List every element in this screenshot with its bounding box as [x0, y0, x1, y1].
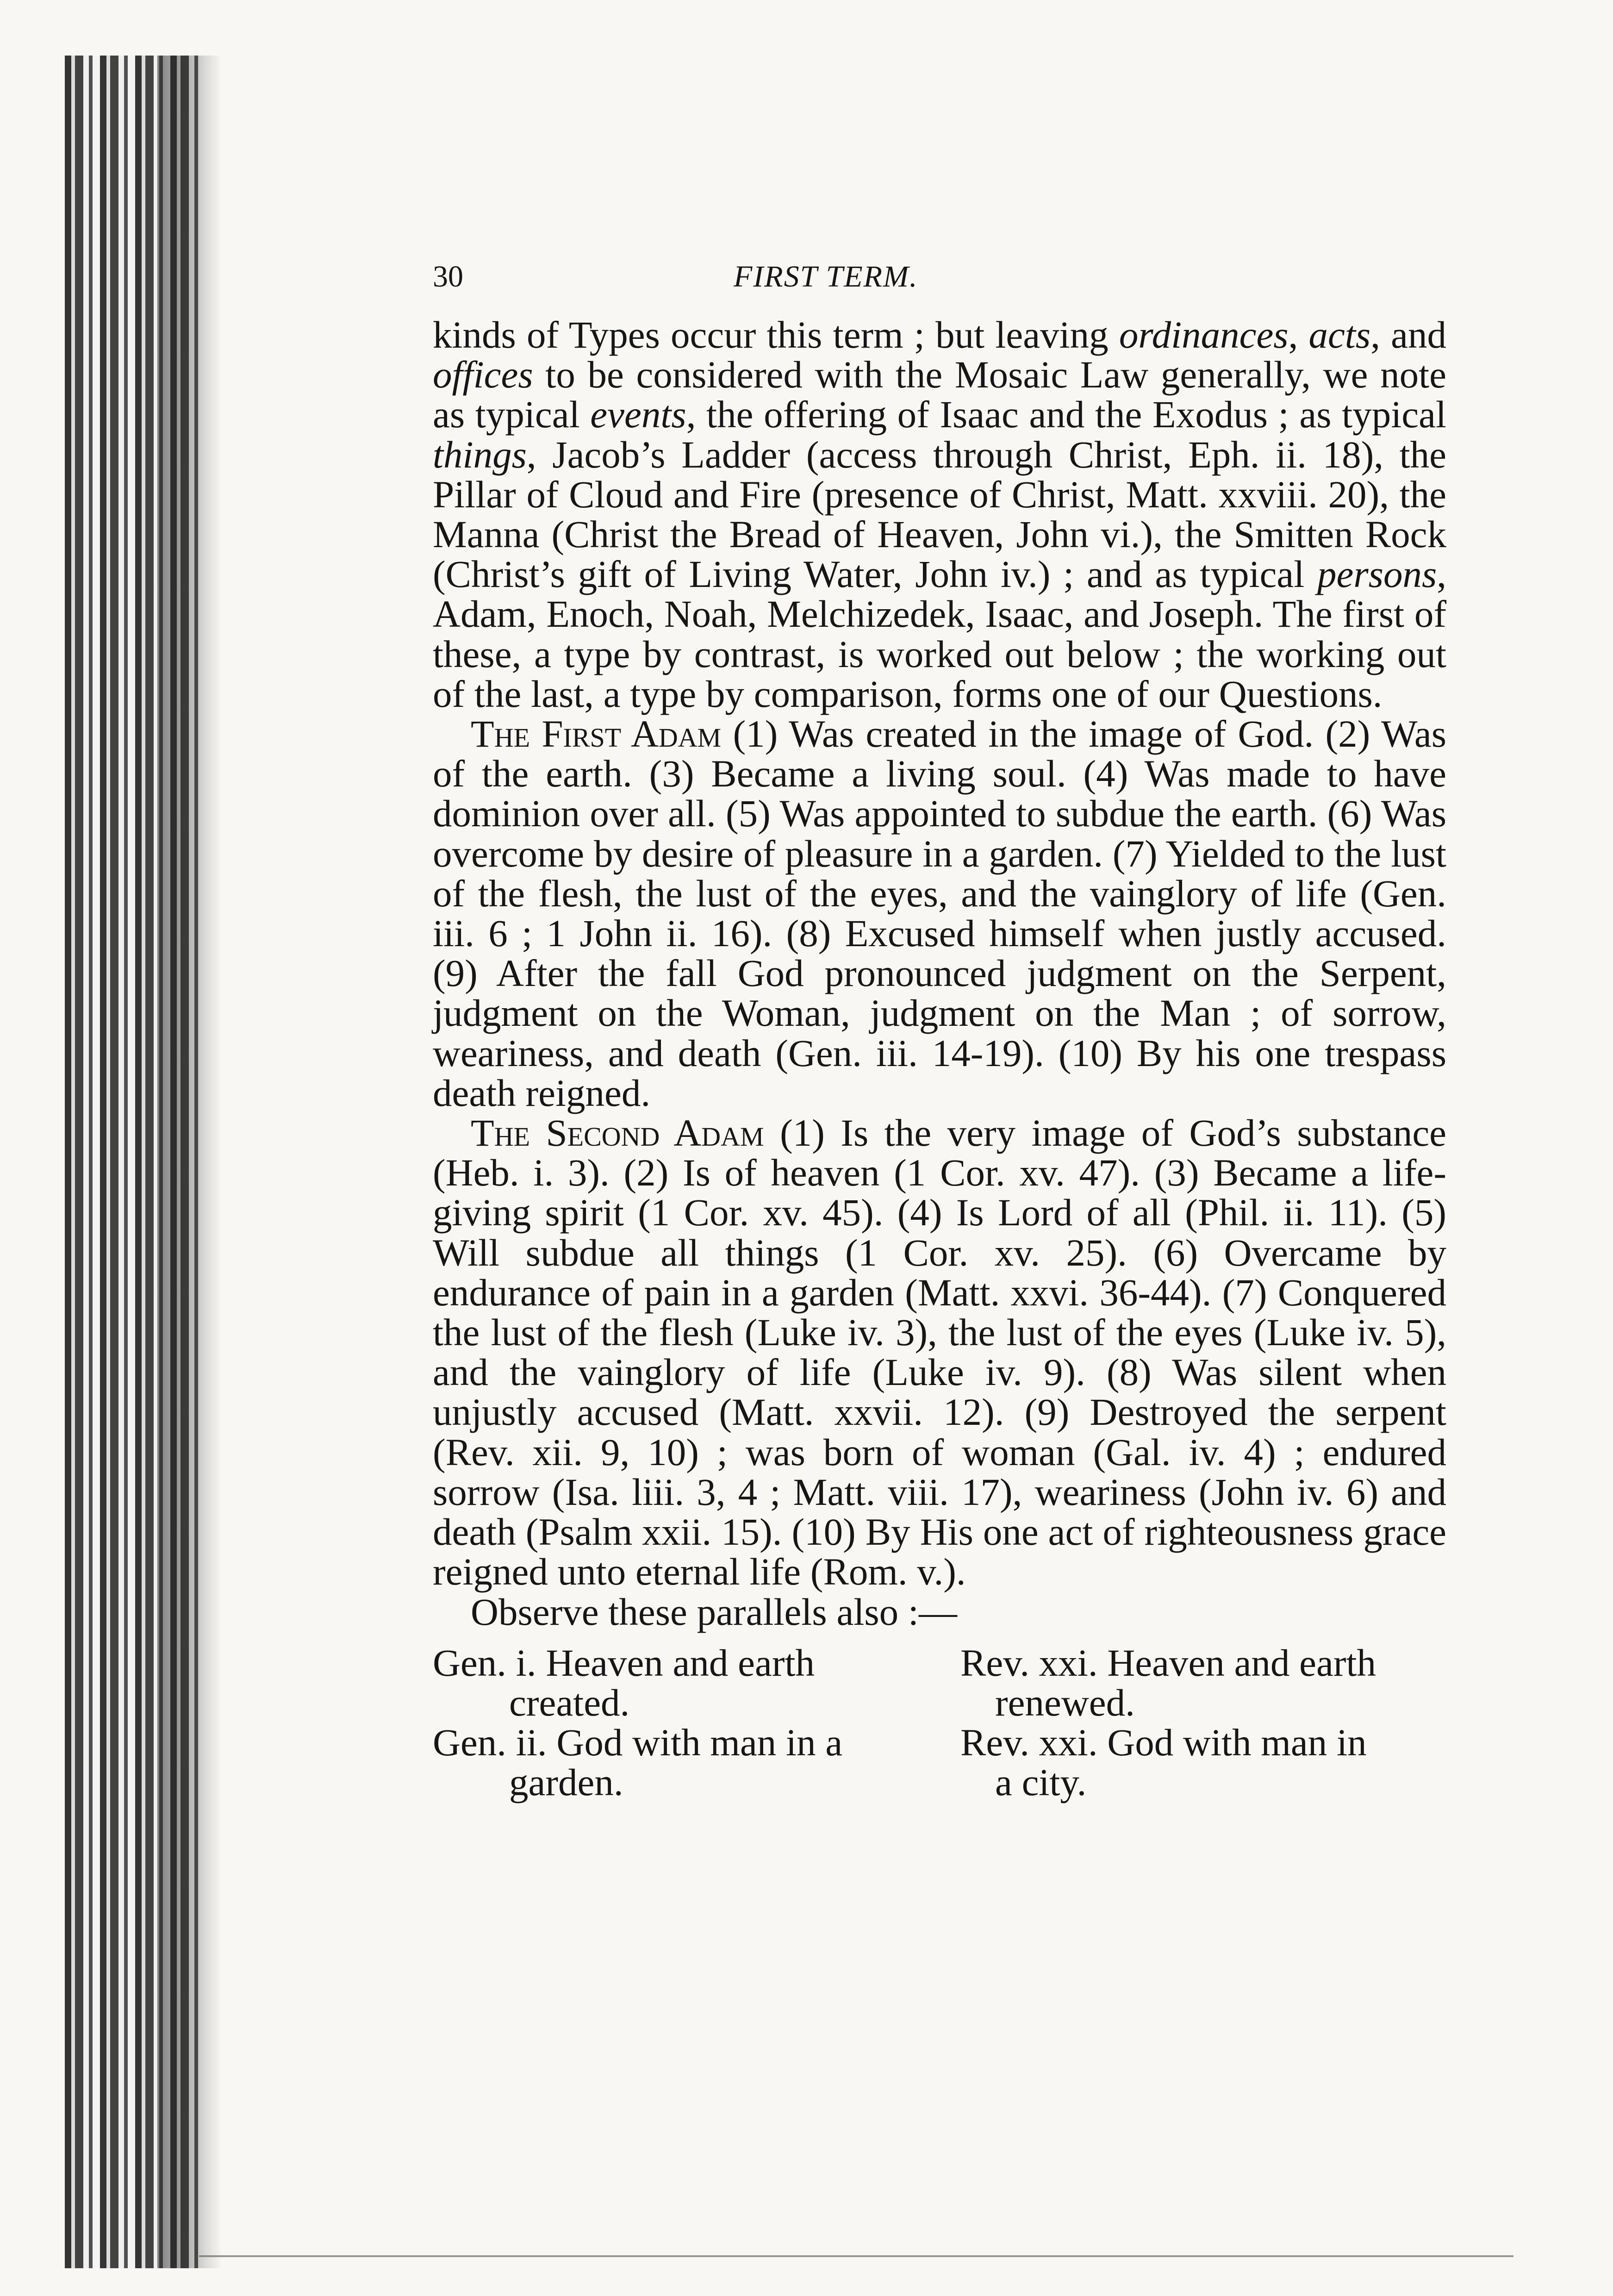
page-number: 30 [433, 260, 463, 293]
parallel-left-line: Gen. ii. God with man in a [433, 1721, 843, 1764]
text-run: , Jacob’s Ladder (access through Christ, Eph. ii. 18), the Pillar of Cloud and Fire (presence of Christ, Matt. xxviii. 20), the Manna (Christ the Bread of Heaven, John vi.), the Smitten Rock (Christ’s gift of Living Water, John iv.) ; and as typical [433, 433, 1446, 596]
italic-term: things [433, 433, 527, 476]
italic-term: acts [1308, 313, 1371, 356]
paragraph [433, 1592, 1446, 1632]
section-heading: The Second Adam [471, 1111, 764, 1154]
paragraph [433, 315, 1446, 714]
text-run: , the offering of Isaac and the Exodus ; as typical [686, 393, 1446, 436]
paragraph [433, 714, 1446, 1113]
section-heading: The First Adam [471, 712, 722, 755]
parallel-right-continuation: renewed. [995, 1681, 1135, 1724]
text-run: to be considered with the Mosaic Law generally, we note as typical [433, 353, 1446, 436]
parallel-left-continuation: created. [509, 1681, 630, 1724]
italic-term: offices [433, 353, 533, 396]
body-text [433, 315, 1446, 1632]
parallel-right-continuation: a city. [995, 1761, 1087, 1804]
italic-term: persons [1317, 553, 1437, 596]
paragraph [433, 1113, 1446, 1591]
parallel-row [433, 1643, 1446, 1722]
text-run: kinds of Types occur this term ; but leaving [433, 313, 1119, 356]
parallel-left-entry [433, 1722, 919, 1802]
parallel-right-line: Rev. xxi. God with man in [960, 1721, 1367, 1764]
parallel-left-line: Gen. i. Heaven and earth [433, 1641, 815, 1684]
parallel-left-continuation: garden. [509, 1761, 623, 1804]
text-run: (1) Was created in the image of God. (2) Was of the earth. (3) Became a living soul. (4) Was made to have dominion over all. (5) Was appointed to subdue the earth. (6) Was overcome by desire of pleasure in a garden. (7) Yielded to the lust of the flesh, the lust of the eyes, and the vainglory of life (Gen. iii. 6 ; 1 John ii. 16). (8) Excused himself when justly accused. (9) After the fall God pronounced judgment on the Serpent, judgment on the Woman, judgment on the Man ; of sorrow, weariness, and death (Gen. iii. 14-19). (10) By his one trespass death reigned. [433, 712, 1446, 1114]
italic-term: events [590, 393, 686, 436]
parallel-right-entry [960, 1643, 1446, 1722]
parallel-right-line: Rev. xxi. Heaven and earth [960, 1641, 1376, 1684]
text-run: , and [1370, 313, 1446, 356]
italic-term: ordinances [1119, 313, 1289, 356]
scan-bottom-edge [199, 2255, 1513, 2257]
text-run: (1) Is the very image of God’s substance (Heb. i. 3). (2) Is of heaven (1 Cor. xv. 47). (3) Became a life-giving spirit (1 Cor. xv. 45). (4) Is Lord of all (Phil. ii. 11). (5) Will subdue all things (1 Cor. xv. 25). (6) Overcame by endurance of pain in a garden (Matt. xxvi. 36-44). (7) Conquered the lust of the flesh (Luke iv. 3), the lust of the eyes (Luke iv. 5), and the vainglory of life (Luke iv. 9). (8) Was silent when unjustly accused (Matt. xxvii. 12). (9) Destroyed the serpent (Rev. xii. 9, 10) ; was born of woman (Gal. iv. 4) ; endured sorrow (Isa. liii. 3, 4 ; Matt. viii. 17), weariness (John iv. 6) and death (Psalm xxii. 15). (10) By His one act of righteousness grace reigned unto eternal life (Rom. v.). [433, 1111, 1447, 1593]
book-page [433, 259, 1446, 1803]
parallel-left-entry [433, 1643, 919, 1722]
running-title: FIRST TERM. [734, 260, 918, 293]
text-run: , [1288, 313, 1309, 356]
parallel-right-entry [960, 1722, 1446, 1802]
text-run: , Adam, Enoch, Noah, Melchizedek, Isaac, and Joseph. The first of these, a type by contrast, is worked out below ; the working out of the last, a type by comparison, forms one of our Questions. [433, 553, 1446, 715]
page-header [433, 259, 1446, 315]
scan-binding-shadow [157, 56, 222, 2268]
parallel-row [433, 1722, 1446, 1802]
parallels-list [433, 1643, 1446, 1803]
text-run: Observe these parallels also :— [471, 1590, 957, 1633]
